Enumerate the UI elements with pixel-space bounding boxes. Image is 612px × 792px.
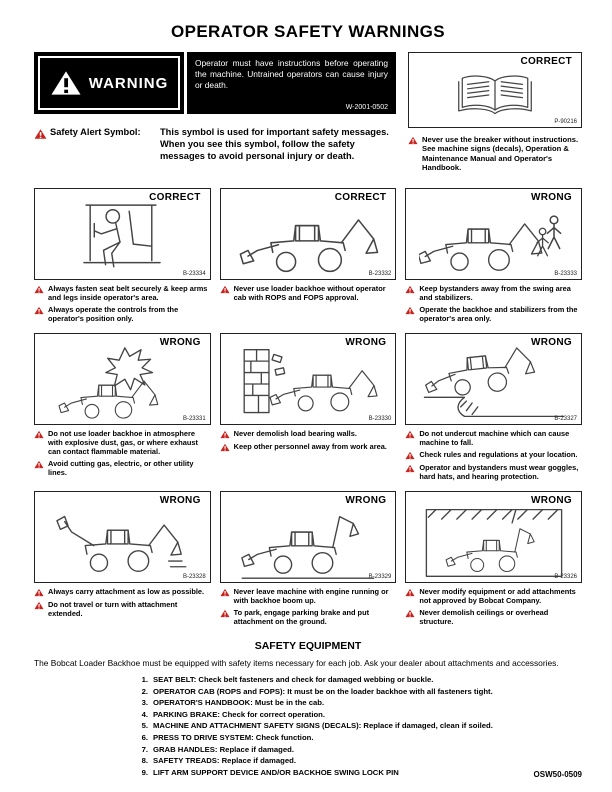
warning-text: Never modify equipment or add attachments not approved by Bobcat Company. xyxy=(419,587,576,606)
equipment-item xyxy=(136,709,582,721)
warning-item xyxy=(34,284,211,302)
figure-id: B-23332 xyxy=(368,271,392,277)
warning-text: Never leave machine with engine running or with backhoe boom up. xyxy=(233,587,389,606)
safety-alert-icon xyxy=(408,135,418,145)
warning-item xyxy=(405,284,582,302)
item-text: OPERATOR CAB (ROPS and FOPS): It must be on the loader backhoe with all fasteners tight. xyxy=(153,686,493,696)
figure-panel xyxy=(34,333,211,425)
safety-alert-icon xyxy=(34,600,44,610)
figure-id: B-23330 xyxy=(368,416,392,423)
item-text: MACHINE AND ATTACHMENT SAFETY SIGNS (DECALS): Replace if damaged, clean if soiled. xyxy=(153,721,493,731)
figure-panel xyxy=(405,491,582,583)
safety-alert-icon xyxy=(220,587,230,597)
warning-triangle-icon xyxy=(50,69,82,97)
safety-alert-icon xyxy=(405,429,415,439)
verdict-label: WRONG xyxy=(531,495,572,507)
safety-alert-icon xyxy=(34,587,44,597)
warning-text: Always fasten seat belt securely & keep arms and legs inside operator's area. xyxy=(48,284,208,303)
item-text: GRAB HANDLES: Replace if damaged. xyxy=(153,744,294,754)
item-number: 7. xyxy=(141,744,148,754)
item-text: LIFT ARM SUPPORT DEVICE AND/OR BACKHOE SWING LOCK PIN xyxy=(153,767,399,777)
figure-grid xyxy=(34,188,582,629)
equipment-item xyxy=(136,720,582,732)
warning-list xyxy=(405,587,582,626)
safety-alert-icon xyxy=(405,450,415,460)
warning-message: Operator must have instructions before operating the machine. Untrained operators can cause injury or death. xyxy=(195,58,388,90)
verdict-label: WRONG xyxy=(531,192,572,203)
figure-cell xyxy=(220,188,397,326)
warning-item xyxy=(405,450,582,460)
verdict-label: WRONG xyxy=(345,495,387,507)
safety-alert-row xyxy=(34,127,396,163)
figure-panel-handbook xyxy=(408,52,582,128)
safety-alert-icon xyxy=(220,284,230,294)
warning-list xyxy=(220,429,397,465)
figure-panel xyxy=(220,333,397,425)
figure-panel xyxy=(405,188,582,280)
item-text: OPERATOR'S HANDBOOK: Must be in the cab. xyxy=(153,698,325,708)
warning-item xyxy=(405,463,582,481)
safety-alert-icon xyxy=(220,608,230,618)
item-number: 6. xyxy=(141,733,148,743)
verdict-label: WRONG xyxy=(531,337,572,349)
figure-cell xyxy=(220,491,397,629)
figure-id: B-23331 xyxy=(182,416,206,423)
figure-panel xyxy=(405,333,582,425)
verdict-label: CORRECT xyxy=(149,192,201,203)
warning-item xyxy=(34,429,211,456)
equipment-item xyxy=(136,755,582,767)
safety-alert-icon xyxy=(405,284,415,294)
safety-alert-icon xyxy=(405,608,415,618)
item-number: 3. xyxy=(141,698,148,708)
figure-panel xyxy=(34,188,211,280)
safety-equipment-list xyxy=(136,674,582,778)
figure-id: B-23326 xyxy=(554,574,577,581)
equipment-item xyxy=(136,674,582,686)
figure-id: B-23328 xyxy=(182,574,206,581)
warning-list xyxy=(34,587,211,623)
top-right-column xyxy=(408,52,582,175)
item-text: PRESS TO DRIVE SYSTEM: Check function. xyxy=(153,733,314,743)
equipment-item xyxy=(136,697,582,709)
verdict-label: CORRECT xyxy=(520,56,572,67)
item-text: SAFETY TREADS: Replace if damaged. xyxy=(153,756,296,766)
warning-item xyxy=(220,442,397,452)
warning-text: Do not use loader backhoe in atmosphere with explosive dust, gas, or where exhaust can contact flammable material. xyxy=(48,429,198,457)
verdict-label: WRONG xyxy=(159,337,201,349)
warning-message-box xyxy=(187,52,396,114)
warning-emblem xyxy=(34,52,184,114)
safety-alert-label: Safety Alert Symbol: xyxy=(50,127,141,137)
figure-id: B-23327 xyxy=(554,416,577,423)
figure-cell xyxy=(34,491,211,629)
safety-alert-icon xyxy=(34,127,44,163)
safety-equipment-intro: The Bobcat Loader Backhoe must be equipped with safety items necessary for each job. Ask your dealer about attachments and accessories. xyxy=(34,658,559,669)
item-text: PARKING BRAKE: Check for correct operation. xyxy=(153,709,325,719)
warning-item xyxy=(405,587,582,605)
warning-text: Operator and bystanders must wear goggles, hard hats, and hearing protection. xyxy=(419,463,579,482)
warning-text: Avoid cutting gas, electric, or other utility lines. xyxy=(48,459,194,478)
figure-id: B-23329 xyxy=(368,574,392,581)
warning-item xyxy=(34,459,211,477)
warning-list xyxy=(220,587,397,626)
warning-item xyxy=(405,429,582,447)
item-number: 4. xyxy=(141,709,148,719)
safety-alert-icon xyxy=(220,429,230,439)
item-number: 1. xyxy=(141,675,148,685)
figure-panel xyxy=(34,491,211,583)
safety-alert-icon xyxy=(405,305,415,315)
figure-id: B-23333 xyxy=(554,271,577,277)
warning-item xyxy=(34,600,211,618)
safety-alert-icon xyxy=(34,305,44,315)
figure-cell xyxy=(405,491,582,629)
page-title: OPERATOR SAFETY WARNINGS xyxy=(170,22,446,41)
top-section xyxy=(34,52,582,175)
item-text: SEAT BELT: Check belt fasteners and check for damaged webbing or buckle. xyxy=(153,675,434,685)
safety-equipment-title: SAFETY EQUIPMENT xyxy=(254,640,362,653)
equipment-item xyxy=(136,767,582,779)
verdict-label: CORRECT xyxy=(334,192,387,203)
warning-list xyxy=(220,284,397,320)
warning-item xyxy=(220,284,397,302)
warning-list xyxy=(34,284,211,323)
item-number: 9. xyxy=(141,767,148,777)
warning-label: WARNING xyxy=(88,74,169,92)
warning-list xyxy=(405,429,582,481)
safety-alert-icon xyxy=(405,587,415,597)
warning-text: Keep other personnel away from work area. xyxy=(233,442,387,452)
warning-item xyxy=(34,587,211,597)
safety-alert-icon xyxy=(34,459,44,469)
safety-alert-icon xyxy=(34,429,44,439)
figure-cell xyxy=(34,188,211,326)
figure-panel xyxy=(220,188,397,280)
warning-text: Do not travel or turn with attachment extended. xyxy=(48,600,178,619)
warning-text: Never demolish load bearing walls. xyxy=(233,429,357,439)
figure-cell xyxy=(220,333,397,484)
safety-alert-icon xyxy=(405,463,415,473)
warning-banner xyxy=(34,52,396,114)
document-code: OSW50-0509 xyxy=(533,770,582,779)
warning-text: To park, engage parking brake and put attachment on the ground. xyxy=(233,608,370,627)
figure-id: P-90216 xyxy=(554,119,577,125)
warning-item xyxy=(34,305,211,323)
safety-alert-icon xyxy=(220,442,230,452)
warning-item xyxy=(405,305,582,323)
warning-text: Do not undercut machine which can cause machine to fall. xyxy=(419,429,570,448)
warning-item xyxy=(220,587,397,605)
warning-item xyxy=(408,135,582,172)
verdict-label: WRONG xyxy=(345,337,387,349)
warning-list xyxy=(34,429,211,477)
equipment-item xyxy=(136,744,582,756)
warning-text: Check rules and regulations at your location. xyxy=(419,450,578,460)
figure-cell xyxy=(405,188,582,326)
warning-text: Operate the backhoe and stabilizers from the operator's area only. xyxy=(419,305,578,324)
warning-text: Never use loader backhoe without operator cab with ROPS and FOPS approval. xyxy=(233,284,386,303)
item-number: 5. xyxy=(141,721,148,731)
warning-item xyxy=(405,608,582,626)
warning-text: Never demolish ceilings or overhead structure. xyxy=(419,608,549,627)
equipment-item xyxy=(136,732,582,744)
safety-alert-icon xyxy=(34,284,44,294)
top-left-column xyxy=(34,52,396,175)
item-number: 2. xyxy=(141,686,148,696)
item-number: 8. xyxy=(141,756,148,766)
warning-text: Never use the breaker without instructions. See machine signs (decals), Operation & Maintenance Manual and Operator's Handbook. xyxy=(422,135,579,172)
warning-text: Always operate the controls from the operator's position only. xyxy=(48,305,179,324)
figure-panel xyxy=(220,491,397,583)
warning-text: Keep bystanders away from the swing area and stabilizers. xyxy=(419,284,571,303)
warning-text: Always carry attachment as low as possible. xyxy=(48,587,205,597)
verdict-label: WRONG xyxy=(159,495,201,507)
figure-cell xyxy=(405,333,582,484)
warning-code: W-2001-0502 xyxy=(345,104,388,111)
warning-list xyxy=(408,135,582,175)
warning-item xyxy=(220,429,397,439)
equipment-item xyxy=(136,686,582,698)
safety-alert-message: This symbol is used for important safety messages. When you see this symbol, follow the safety messages to avoid personal injury or death. xyxy=(160,127,389,161)
figure-id: B-23334 xyxy=(182,271,206,277)
figure-cell xyxy=(34,333,211,484)
warning-item xyxy=(220,608,397,626)
warning-list xyxy=(405,284,582,323)
